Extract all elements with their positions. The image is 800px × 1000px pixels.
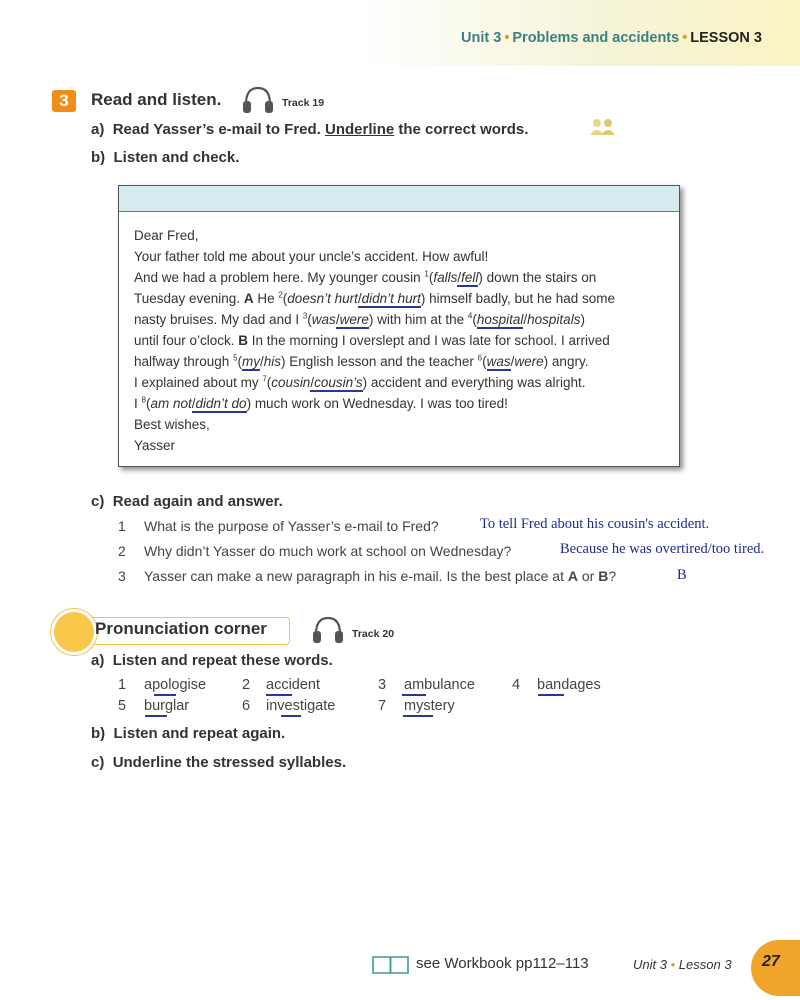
email-line: Your father told me about your uncle’s accident. How awful! bbox=[134, 249, 489, 264]
word-number: 4 bbox=[512, 677, 521, 693]
handwritten-answer: B bbox=[677, 567, 687, 583]
track-label: Track 19 bbox=[282, 97, 325, 109]
instruction-b: b) Listen and check. bbox=[91, 149, 240, 166]
page-number: 27 bbox=[762, 953, 780, 970]
footer-unit-lesson: Unit 3 • Lesson 3 bbox=[633, 957, 732, 972]
question-row: 3 Yasser can make a new paragraph in his e-mail. Is the best place at A or B? bbox=[118, 568, 617, 584]
email-line: I explained about my $^7$(cousin/cousin’s) accident and everything was alright. bbox=[134, 374, 586, 390]
word-number: 6 bbox=[242, 698, 251, 714]
email-body bbox=[119, 212, 679, 456]
word-item: mystery bbox=[404, 698, 455, 714]
email-box bbox=[118, 185, 680, 467]
track-label: Track 20 bbox=[352, 628, 395, 640]
word-item: accident bbox=[266, 677, 321, 693]
exercise-number-badge: 3 bbox=[52, 90, 76, 112]
pron-instruction-b: b) Listen and repeat again. bbox=[91, 725, 286, 742]
stress-underline bbox=[402, 694, 426, 696]
stress-underline bbox=[266, 694, 292, 696]
email-line: nasty bruises. My dad and I $^3$(was/were) with him at the $^4$(hospital/hospitals) bbox=[134, 311, 585, 327]
word-item: burglar bbox=[144, 698, 190, 714]
pair-work-icon bbox=[588, 118, 622, 136]
instruction-a: a) Read Yasser’s e-mail to Fred. Underline the correct words. bbox=[91, 121, 529, 138]
pronunciation-circle-icon bbox=[54, 612, 94, 652]
instruction-c: c) Read again and answer. bbox=[91, 493, 283, 510]
word-number: 5 bbox=[118, 698, 127, 714]
word-item: bandages bbox=[537, 677, 601, 693]
word-item: ambulance bbox=[404, 677, 475, 693]
stress-underline bbox=[154, 694, 176, 696]
pron-instruction-c: c) Underline the stressed syllables. bbox=[91, 754, 347, 771]
word-item: apologise bbox=[144, 677, 207, 693]
word-item: investigate bbox=[266, 698, 336, 714]
pronunciation-title: Pronunciation corner bbox=[95, 619, 267, 638]
word-number: 3 bbox=[378, 677, 387, 693]
email-line: halfway through $^5$(my/his) English lesson and the teacher $^6$(was/were) angry. bbox=[134, 353, 589, 369]
email-signature: Yasser bbox=[134, 438, 176, 453]
headphones-icon bbox=[240, 84, 276, 116]
question-row: 2 Why didn’t Yasser do much work at school on Wednesday? bbox=[118, 543, 512, 559]
email-header-bar bbox=[119, 186, 679, 212]
question-row: 1 What is the purpose of Yasser’s e-mail to Fred? bbox=[118, 518, 439, 534]
pron-instruction-a: a) Listen and repeat these words. bbox=[91, 652, 333, 669]
stress-underline bbox=[403, 715, 433, 717]
workbook-icon bbox=[372, 954, 409, 974]
stress-underline bbox=[281, 715, 301, 717]
handwritten-answer: To tell Fred about his cousin's accident. bbox=[480, 516, 710, 532]
exercise-title: Read and listen. bbox=[91, 90, 222, 109]
email-line: until four o’clock. B In the morning I overslept and I was late for school. I arrived bbox=[134, 333, 610, 348]
word-number: 2 bbox=[242, 677, 251, 693]
email-line: Tuesday evening. A He $^2$(doesn’t hurt/didn’t hurt) himself badly, but he had some bbox=[134, 290, 616, 306]
email-greeting: Dear Fred, bbox=[134, 228, 199, 243]
stress-underline bbox=[145, 715, 167, 717]
email-line: And we had a problem here. My younger cousin $^1$(falls/fell) down the stairs on bbox=[134, 269, 597, 285]
email-line: I $^8$(am not/didn’t do) much work on Wednesday. I was too tired! bbox=[134, 395, 508, 411]
workbook-reference: see Workbook pp112–113 bbox=[416, 955, 589, 972]
word-number: 7 bbox=[378, 698, 387, 714]
word-number: 1 bbox=[118, 677, 127, 693]
handwritten-answer: Because he was overtired/too tired. bbox=[560, 541, 765, 557]
stress-underline bbox=[538, 694, 564, 696]
unit-header: Unit 3 • Problems and accidents • LESSON 3 bbox=[461, 30, 762, 46]
email-closing: Best wishes, bbox=[134, 417, 210, 432]
headphones-icon bbox=[310, 614, 346, 646]
